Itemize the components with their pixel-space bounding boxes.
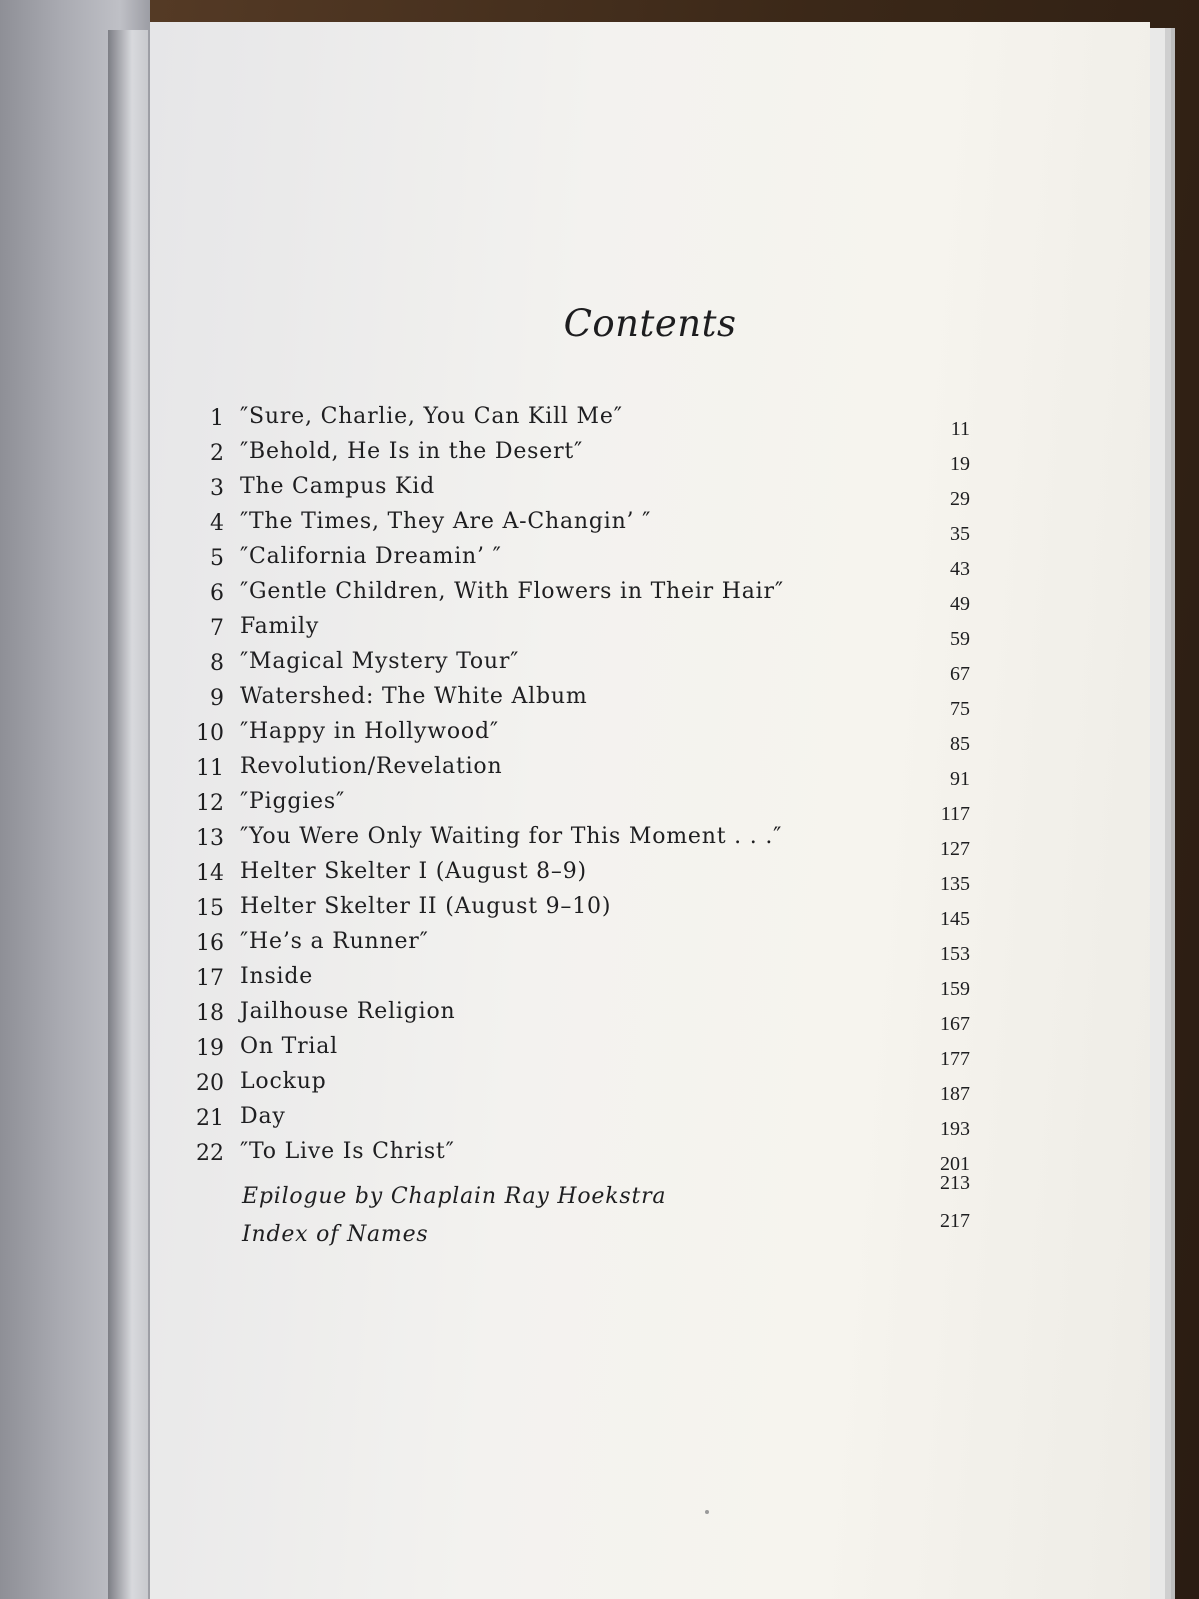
chapter-title: Day — [240, 1104, 286, 1129]
toc-row — [190, 1030, 1130, 1070]
page-number: 135 — [940, 873, 970, 895]
contents-page — [150, 22, 1150, 1599]
page-number: 35 — [950, 523, 970, 545]
toc-row — [190, 715, 1130, 755]
page-number: 59 — [950, 628, 970, 650]
page-number: 177 — [940, 1048, 970, 1070]
toc-row — [190, 890, 1130, 930]
chapter-title: ″Sure, Charlie, You Can Kill Me″ — [240, 404, 623, 429]
page-number: 213 — [940, 1172, 970, 1194]
chapter-number: 6 — [210, 581, 224, 606]
chapter-title: Jailhouse Religion — [240, 999, 456, 1024]
chapter-number: 2 — [210, 441, 224, 466]
page-number: 85 — [950, 733, 970, 755]
chapter-title: ″Gentle Children, With Flowers in Their Hair″ — [240, 579, 784, 604]
chapter-number: 14 — [196, 861, 224, 886]
chapter-number: 15 — [196, 896, 224, 921]
toc-row — [190, 925, 1130, 965]
chapter-number: 22 — [196, 1141, 224, 1166]
chapter-title: ″You Were Only Waiting for This Moment . . .″ — [240, 824, 783, 849]
chapter-title: On Trial — [240, 1034, 338, 1059]
chapter-number: 21 — [196, 1106, 224, 1131]
page-number: 49 — [950, 593, 970, 615]
chapter-title: Inside — [240, 964, 314, 989]
toc-row — [190, 575, 1130, 615]
page-number: 19 — [950, 453, 970, 475]
paper-fleck — [705, 1510, 709, 1514]
chapter-number: 13 — [196, 826, 224, 851]
chapter-title: Revolution/Revelation — [240, 754, 503, 779]
chapter-title: Watershed: The White Album — [240, 684, 588, 709]
chapter-title: ″He’s a Runner″ — [240, 929, 429, 954]
page-number: 217 — [940, 1210, 970, 1232]
chapter-title: Helter Skelter II (August 9–10) — [240, 894, 612, 919]
chapter-number: 5 — [210, 546, 224, 571]
toc-row — [190, 995, 1130, 1035]
toc-row — [190, 435, 1130, 475]
chapter-number: 20 — [196, 1071, 224, 1096]
book-gutter — [108, 30, 148, 1599]
toc-row — [190, 785, 1130, 825]
chapter-title: ″To Live Is Christ″ — [240, 1139, 455, 1164]
toc-row — [190, 855, 1130, 895]
page-number: 201 — [940, 1153, 970, 1175]
table-of-contents — [190, 400, 1130, 1256]
back-matter-row — [190, 1172, 1130, 1218]
page-number: 159 — [940, 978, 970, 1000]
page-number: 187 — [940, 1083, 970, 1105]
chapter-number: 3 — [210, 476, 224, 501]
page-number: 145 — [940, 908, 970, 930]
toc-row — [190, 610, 1130, 650]
page-number: 11 — [950, 418, 970, 440]
chapter-number: 9 — [210, 686, 224, 711]
chapter-title: Family — [240, 614, 320, 639]
chapter-title: ″The Times, They Are A-Changin’ ″ — [240, 509, 652, 534]
chapter-title: ″Behold, He Is in the Desert″ — [240, 439, 584, 464]
toc-spacer — [190, 1170, 1130, 1180]
chapter-number: 16 — [196, 931, 224, 956]
chapter-number: 18 — [196, 1001, 224, 1026]
page-number: 127 — [940, 838, 970, 860]
toc-row — [190, 1100, 1130, 1140]
chapter-number: 12 — [196, 791, 224, 816]
page-number: 43 — [950, 558, 970, 580]
back-matter-title: Epilogue by Chaplain Ray Hoekstra — [242, 1184, 667, 1209]
chapter-title: The Campus Kid — [240, 474, 435, 499]
toc-row — [190, 400, 1130, 440]
page-number: 167 — [940, 1013, 970, 1035]
chapter-number: 10 — [196, 721, 224, 746]
chapter-number: 19 — [196, 1036, 224, 1061]
toc-row — [190, 540, 1130, 580]
chapter-number: 11 — [196, 756, 224, 781]
toc-row — [190, 680, 1130, 720]
chapter-title: ″California Dreamin’ ″ — [240, 544, 502, 569]
toc-row — [190, 1065, 1130, 1105]
page-number: 91 — [950, 768, 970, 790]
page-title: Contents — [563, 302, 737, 345]
page-number: 153 — [940, 943, 970, 965]
back-matter-title: Index of Names — [242, 1222, 429, 1247]
chapter-number: 4 — [210, 511, 224, 536]
toc-row — [190, 750, 1130, 790]
chapter-number: 7 — [210, 616, 224, 641]
page-number: 117 — [940, 803, 970, 825]
page-number: 193 — [940, 1118, 970, 1140]
toc-row — [190, 960, 1130, 1000]
chapter-number: 8 — [210, 651, 224, 676]
chapter-number: 17 — [196, 966, 224, 991]
chapter-title: ″Happy in Hollywood″ — [240, 719, 499, 744]
chapter-title: ″Piggies″ — [240, 789, 345, 814]
toc-row — [190, 645, 1130, 685]
chapter-title: Lockup — [240, 1069, 327, 1094]
toc-row — [190, 820, 1130, 860]
page-number: 29 — [950, 488, 970, 510]
page-number: 67 — [950, 663, 970, 685]
back-matter-row — [190, 1210, 1130, 1256]
toc-row — [190, 470, 1130, 510]
page-number: 75 — [950, 698, 970, 720]
toc-row — [190, 1135, 1130, 1175]
toc-row — [190, 505, 1130, 545]
chapter-number: 1 — [210, 406, 224, 431]
chapter-title: Helter Skelter I (August 8–9) — [240, 859, 587, 884]
chapter-title: ″Magical Mystery Tour″ — [240, 649, 520, 674]
